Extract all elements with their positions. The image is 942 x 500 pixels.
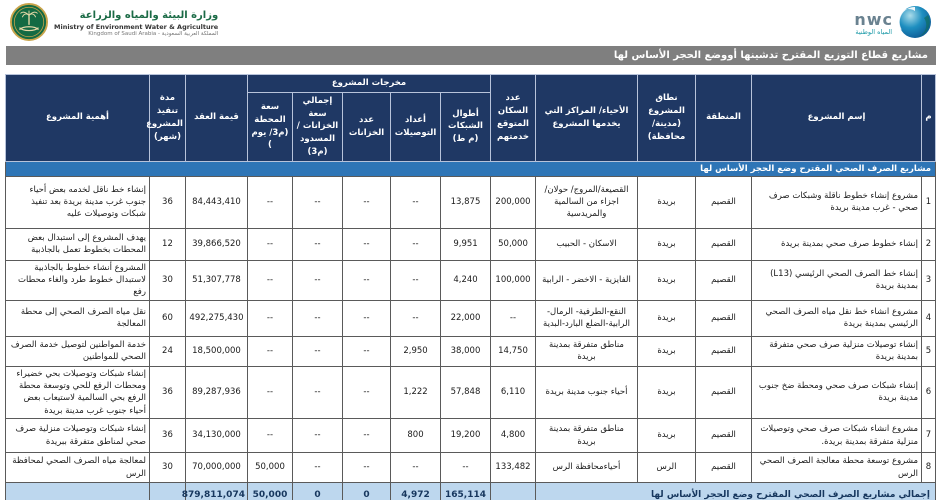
cell-districts: مناطق متفرقة بمدينة بريدة (536, 419, 638, 453)
cell-tanks: -- (343, 336, 391, 366)
cell-region: القصيم (696, 419, 752, 453)
cell-connections: -- (391, 176, 441, 228)
totals-label: إجمالي مشاريع الصرف الصحي المقترح وضع الحجر الأساس لها (536, 483, 936, 500)
cell-tank-capacity: -- (293, 300, 343, 336)
cell-num: 5 (922, 336, 936, 366)
totals-tank-capacity: 0 (293, 483, 343, 500)
cell-tanks: -- (343, 300, 391, 336)
cell-districts: مناطق متفرقة بمدينة بريدة (536, 336, 638, 366)
cell-contract: 51,307,778 (185, 260, 247, 300)
header-tanks: عدد الخزانات (343, 92, 391, 161)
header-population: عدد السكان المتوقع خدمتهم (491, 75, 536, 162)
saudi-emblem-icon (10, 3, 48, 45)
table-row (5, 260, 935, 300)
cell-scope: بريدة (638, 176, 696, 228)
cell-num: 3 (922, 260, 936, 300)
cell-tanks: -- (343, 176, 391, 228)
cell-duration: 24 (149, 336, 185, 366)
cell-network: 4,240 (441, 260, 491, 300)
cell-districts: الفايزية - الاخضر - الرابية (536, 260, 638, 300)
table-row (5, 366, 935, 418)
cell-station-capacity: -- (247, 366, 292, 418)
cell-station-capacity: -- (247, 176, 292, 228)
cell-station-capacity: -- (247, 419, 292, 453)
cell-tanks: -- (343, 453, 391, 483)
table-row (5, 419, 935, 453)
header-project-name: إسم المشروع (752, 75, 922, 162)
cell-name: مشروع انشاء شبكات صرف صحي وتوصيلات منزلية متفرقة بمدينة بريدة. (752, 419, 922, 453)
cell-scope: بريدة (638, 300, 696, 336)
header-duration: مدة تنفيذ المشروع (شهر) (149, 75, 185, 162)
header-num: م (922, 75, 936, 162)
cell-importance: نقل مياه الصرف الصحي إلى محطة المعالجة (5, 300, 149, 336)
ministry-text (54, 10, 218, 38)
cell-population: -- (491, 300, 536, 336)
cell-population: 133,482 (491, 453, 536, 483)
page-title: مشاريع قطاع التوزيع المقترح تدشينها أووضع الحجر الأساس لها (6, 46, 936, 65)
cell-districts: أحياء جنوب مدينة بريدة (536, 366, 638, 418)
nwc-word: nwc (854, 10, 893, 30)
header-network-lengths: أطوال الشبكات (م ط) (441, 92, 491, 161)
cell-importance: إنشاء شبكات وتوصيلات بحي خضيراء ومحطات الرفع للحي وتوسعة محطة الرفع بحي السالمية لاستيعاب بعض أحياء جنوب غرب مدينة بريدة (5, 366, 149, 418)
cell-name: إنشاء خط الصرف الصحي الرئيسي (L13) بمدينة بريدة (752, 260, 922, 300)
cell-network: 19,200 (441, 419, 491, 453)
cell-num: 2 (922, 228, 936, 260)
cell-districts: النقع-الطرفية- الرمال-الرابية-الضلع البارد-البدية (536, 300, 638, 336)
cell-station-capacity: -- (247, 300, 292, 336)
cell-importance: إنشاء شبكات وتوصيلات منزلية صرف صحي لمناطق متفرقة ببريدة (5, 419, 149, 453)
cell-tank-capacity: -- (293, 228, 343, 260)
cell-tanks: -- (343, 419, 391, 453)
totals-row (5, 483, 935, 500)
cell-contract: 34,130,000 (185, 419, 247, 453)
table-body (5, 161, 935, 483)
cell-station-capacity: -- (247, 260, 292, 300)
cell-scope: بريدة (638, 336, 696, 366)
cell-tank-capacity: -- (293, 260, 343, 300)
cell-station-capacity: -- (247, 336, 292, 366)
table-row (5, 176, 935, 228)
cell-num: 8 (922, 453, 936, 483)
cell-population: 14,750 (491, 336, 536, 366)
cell-scope: بريدة (638, 228, 696, 260)
cell-name: إنشاء توصيلات منزلية صرف صحي متفرقة بمدينة بريدة (752, 336, 922, 366)
ministry-kingdom-line: Kingdom of Saudi Arabia - المملكة العربية السعودية (88, 30, 219, 37)
cell-network: 9,951 (441, 228, 491, 260)
cell-contract: 39,866,520 (185, 228, 247, 260)
cell-duration: 36 (149, 419, 185, 453)
cell-importance: لمعالجة مياه الصرف الصحي لمحافظة الرس (5, 453, 149, 483)
cell-tank-capacity: -- (293, 366, 343, 418)
table-row (5, 336, 935, 366)
cell-tank-capacity: -- (293, 336, 343, 366)
cell-network: 38,000 (441, 336, 491, 366)
cell-region: القصيم (696, 366, 752, 418)
cell-contract: 84,443,410 (185, 176, 247, 228)
cell-connections: -- (391, 260, 441, 300)
cell-connections: 1,222 (391, 366, 441, 418)
ministry-name-english: Ministry of Environment Water & Agriculture (54, 22, 219, 31)
cell-population: 4,800 (491, 419, 536, 453)
ministry-name-arabic: وزارة البيئة والمياه والزراعة (79, 10, 219, 22)
cell-name: إنشاء شبكات صرف صحي ومحطة ضخ جنوب مدينة بريدة (752, 366, 922, 418)
totals-duration (149, 483, 185, 500)
nwc-wordmark (854, 12, 893, 36)
section-row (5, 161, 935, 176)
cell-tank-capacity: -- (293, 176, 343, 228)
cell-duration: 30 (149, 260, 185, 300)
nwc-globe-icon (898, 5, 932, 43)
cell-contract: 70,000,000 (185, 453, 247, 483)
cell-duration: 36 (149, 366, 185, 418)
table-row (5, 453, 935, 483)
cell-name: مشروع توسعة محطة معالجة الصرف الصحي الرس (752, 453, 922, 483)
top-header (6, 4, 936, 44)
cell-contract: 89,287,936 (185, 366, 247, 418)
cell-region: القصيم (696, 176, 752, 228)
cell-network: 22,000 (441, 300, 491, 336)
totals-tanks: 0 (343, 483, 391, 500)
projects-table (5, 74, 936, 500)
table-row (5, 300, 935, 336)
cell-connections: -- (391, 300, 441, 336)
header-scope: نطاق المشروع (مدينة/ محافظة) (638, 75, 696, 162)
cell-population: 50,000 (491, 228, 536, 260)
cell-region: القصيم (696, 260, 752, 300)
header-region: المنطقة (696, 75, 752, 162)
cell-scope: بريدة (638, 260, 696, 300)
header-station-capacity: سعة المحطة (م3/ يوم ) (247, 92, 292, 161)
totals-population (491, 483, 536, 500)
cell-contract: 492,275,430 (185, 300, 247, 336)
cell-region: القصيم (696, 453, 752, 483)
table-footer (5, 483, 935, 500)
cell-population: 200,000 (491, 176, 536, 228)
header-contract-value: قيمة العقد (185, 75, 247, 162)
cell-districts: أحياءمحافظة الرس (536, 453, 638, 483)
cell-num: 6 (922, 366, 936, 418)
cell-tank-capacity: -- (293, 453, 343, 483)
cell-connections: -- (391, 453, 441, 483)
cell-population: 100,000 (491, 260, 536, 300)
cell-connections: 2,950 (391, 336, 441, 366)
cell-duration: 36 (149, 176, 185, 228)
cell-name: مشروع إنشاء خطوط ناقلة وشبكات صرف صحي - غرب مدينة بريدة (752, 176, 922, 228)
cell-network: 13,875 (441, 176, 491, 228)
cell-duration: 30 (149, 453, 185, 483)
cell-connections: 800 (391, 419, 441, 453)
cell-duration: 12 (149, 228, 185, 260)
cell-districts: الاسكان - الحبيب (536, 228, 638, 260)
header-districts: الأحياء/ المراكز التي يخدمها المشروع (536, 75, 638, 162)
cell-districts: القصيعة/المروج/ حولان/ اجزاء من السالمية والمريدسية (536, 176, 638, 228)
table-header (5, 75, 935, 162)
cell-station-capacity: 50,000 (247, 453, 292, 483)
cell-region: القصيم (696, 336, 752, 366)
cell-num: 1 (922, 176, 936, 228)
cell-tanks: -- (343, 228, 391, 260)
nwc-subtitle: المياه الوطنية (855, 28, 893, 37)
header-outputs-group: مخرجات المشروع (247, 75, 490, 93)
cell-connections: -- (391, 228, 441, 260)
section-row-label: مشاريع الصرف الصحي المقترح وضع الحجر الأساس لها (5, 161, 935, 176)
totals-contract: 879,811,074 (185, 483, 247, 500)
totals-station-capacity: 50,000 (247, 483, 292, 500)
cell-importance: يهدف المشروع إلى استبدال بعض المحطات بخطوط تعمل بالجاذبية (5, 228, 149, 260)
header-importance: أهمية المشروع (5, 75, 149, 162)
header-connections: أعداد التوصيلات (391, 92, 441, 161)
cell-duration: 60 (149, 300, 185, 336)
cell-contract: 18,500,000 (185, 336, 247, 366)
cell-scope: الرس (638, 453, 696, 483)
cell-region: القصيم (696, 300, 752, 336)
cell-tanks: -- (343, 366, 391, 418)
nwc-logo (854, 5, 932, 43)
cell-tanks: -- (343, 260, 391, 300)
header-tanks-capacity: إجمالي سعة الخزانات /المسدود (م3) (293, 92, 343, 161)
cell-name: إنشاء خطوط صرف صحي بمدينة بريدة (752, 228, 922, 260)
cell-name: مشروع انشاء خط نقل مياه الصرف الصحي الرئيسي بمدينة بريدة (752, 300, 922, 336)
cell-scope: بريدة (638, 366, 696, 418)
ministry-logo (10, 3, 218, 45)
cell-tank-capacity: -- (293, 419, 343, 453)
cell-region: القصيم (696, 228, 752, 260)
table-row (5, 228, 935, 260)
cell-importance: خدمة المواطنين لتوصيل خدمة الصرف الصحي للمواطنين (5, 336, 149, 366)
cell-importance: المشروع أنشاء خطوط بالجاذبية لاستبدال خطوط طرد والغاء محطات رفع (5, 260, 149, 300)
cell-importance: إنشاء خط ناقل لخدمه بعض أحياء جنوب غرب مدينة بريدة بعد تنفيذ شبكات وتوصيلات عليه (5, 176, 149, 228)
cell-scope: بريدة (638, 419, 696, 453)
cell-network: 57,848 (441, 366, 491, 418)
totals-network: 165,114 (441, 483, 491, 500)
totals-connections: 4,972 (391, 483, 441, 500)
cell-num: 7 (922, 419, 936, 453)
cell-num: 4 (922, 300, 936, 336)
totals-importance (5, 483, 149, 500)
cell-station-capacity: -- (247, 228, 292, 260)
cell-population: 6,110 (491, 366, 536, 418)
cell-network: -- (441, 453, 491, 483)
